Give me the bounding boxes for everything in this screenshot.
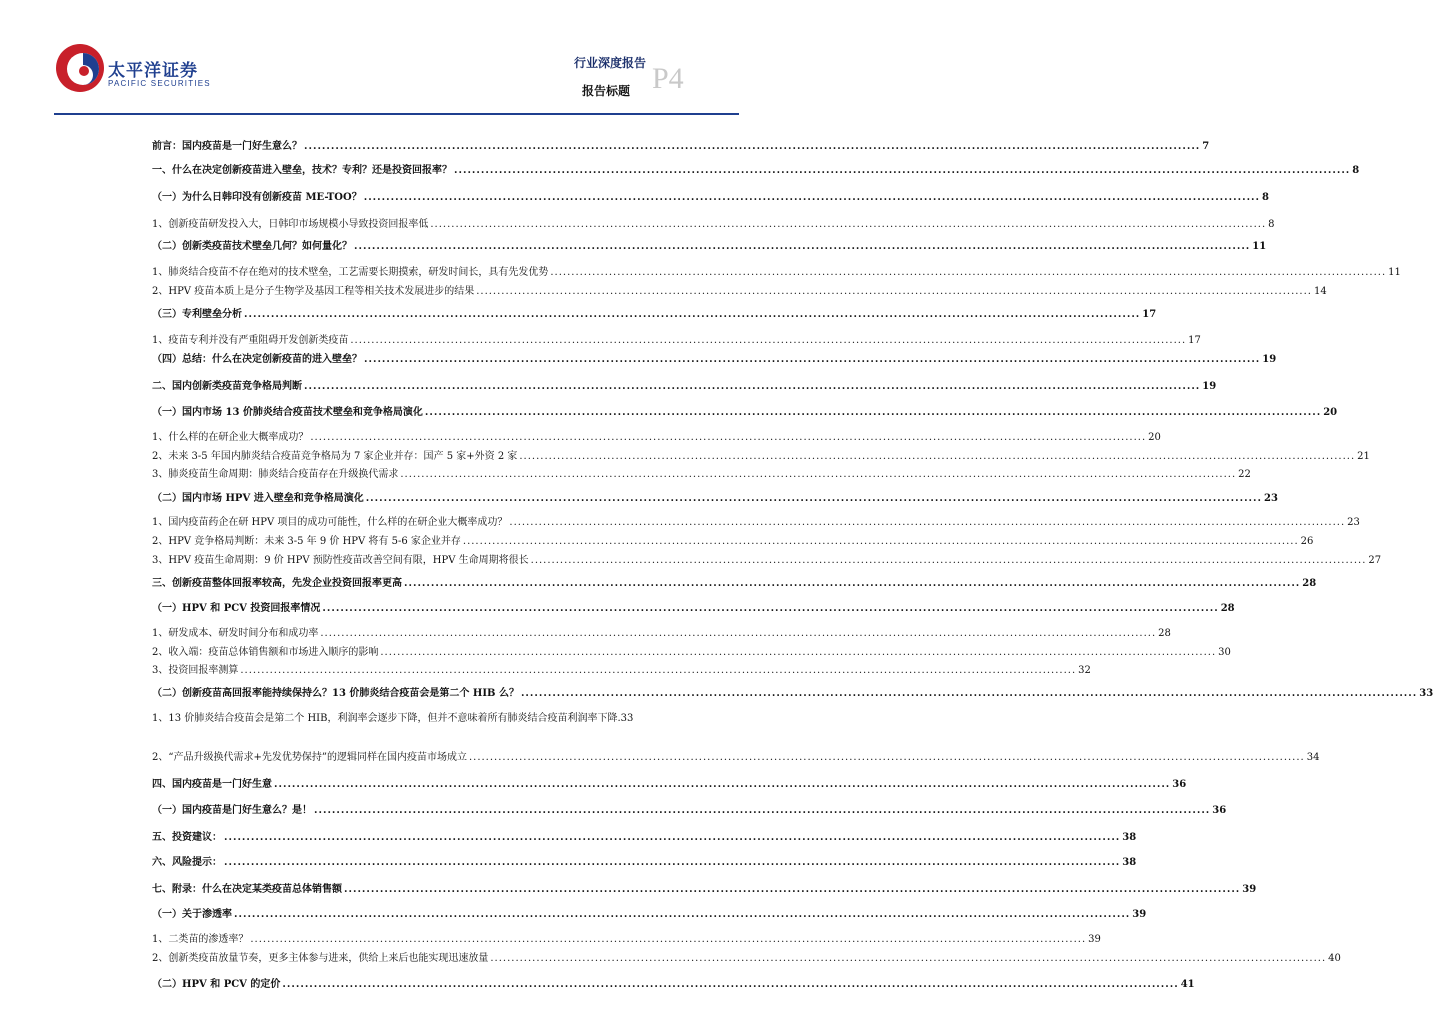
toc-entry-title: 1、肺炎结合疫苗不存在绝对的技术壁垒，工艺需要长期摸索，研发时间长，具有先发优势 bbox=[152, 267, 549, 278]
toc-leader-dots: ........................................................................................................................................................................................................ bbox=[400, 469, 1237, 480]
toc-page-number: 36 bbox=[1172, 779, 1187, 790]
company-name-en: PACIFIC SECURITIES bbox=[108, 79, 211, 88]
toc-entry[interactable] bbox=[152, 602, 1235, 616]
toc-page-number: 36 bbox=[1212, 805, 1227, 816]
toc-leader-dots: ........................................................................................................................................................................................................ bbox=[304, 381, 1201, 392]
toc-page-number: 20 bbox=[1148, 432, 1161, 443]
toc-leader-dots: ........................................................................................................................................................................................................ bbox=[234, 909, 1131, 920]
report-type: 行业深度报告 bbox=[574, 56, 647, 70]
toc-page-number: 8 bbox=[1262, 192, 1269, 203]
toc-page-number: 23 bbox=[1264, 493, 1278, 504]
toc-entry-title: 1、二类苗的渗透率？ bbox=[152, 934, 249, 945]
toc-entry[interactable] bbox=[152, 978, 1195, 992]
toc-page-number: 39 bbox=[1242, 884, 1257, 895]
toc-entry-title: 2、收入端：疫苗总体销售额和市场进入顺序的影响 bbox=[152, 647, 379, 658]
toc-entry[interactable] bbox=[152, 164, 1360, 178]
toc-entry[interactable] bbox=[152, 804, 1227, 818]
header-divider bbox=[54, 113, 739, 115]
toc-entry[interactable] bbox=[152, 535, 1314, 549]
toc-page-number: 33 bbox=[1419, 688, 1433, 699]
toc-leader-dots: ........................................................................................................................................................................................................ bbox=[550, 267, 1387, 278]
toc-page-number: 39 bbox=[1132, 909, 1147, 920]
toc-page-number: 38 bbox=[1122, 832, 1137, 843]
toc-page-number: 19 bbox=[1262, 354, 1277, 365]
toc-entry-title: 3、HPV 疫苗生命周期：9 价 HPV 预防性疫苗改善空间有限，HPV 生命周期将很长 bbox=[152, 555, 529, 566]
toc-entry-title: （一）国内疫苗是门好生意么？是！ bbox=[152, 805, 312, 816]
toc-entry[interactable] bbox=[152, 712, 708, 726]
toc-entry-title: （二）创新疫苗高回报率能持续保持么？13 价肺炎结合疫苗会是第二个 HIB 么？ bbox=[152, 688, 519, 699]
toc-leader-dots: ........................................................................................................................................................................................................ bbox=[240, 665, 1077, 676]
toc-entry-title: 1、研发成本、研发时间分布和成功率 bbox=[152, 628, 319, 639]
toc-page-number: 7 bbox=[1202, 141, 1210, 152]
toc-entry-title: （一）国内市场 13 价肺炎结合疫苗技术壁垒和竞争格局演化 bbox=[152, 407, 423, 418]
toc-entry[interactable] bbox=[152, 687, 1433, 701]
toc-leader-dots: ........................................................................................................................................................................................................ bbox=[424, 407, 1322, 418]
toc-entry-title: 五、投资建议： bbox=[152, 832, 222, 843]
toc-leader-dots: ........................................................................................................................................................................................................ bbox=[462, 536, 1299, 547]
toc-page-number: 11 bbox=[1388, 267, 1401, 278]
toc-entry-title: 七、附录：什么在决定某类疫苗总体销售额 bbox=[152, 884, 342, 895]
toc-entry-title: 2、未来 3-5 年国内肺炎结合疫苗竞争格局为 7 家企业并存：国产 5 家+外资 2 家 bbox=[152, 451, 518, 462]
toc-page-number: 28 bbox=[1302, 578, 1317, 589]
toc-entry-title: 2、HPV 竞争格局判断：未来 3-5 年 9 价 HPV 将有 5-6 家企业并存 bbox=[152, 536, 461, 547]
toc-entry[interactable] bbox=[152, 308, 1157, 322]
toc-entry[interactable] bbox=[152, 516, 1360, 530]
toc-entry-title: （二）HPV 和 PCV 的定价 bbox=[152, 979, 281, 990]
toc-page-number: 32 bbox=[1078, 665, 1091, 676]
page-header bbox=[0, 0, 791, 120]
toc-entry[interactable] bbox=[152, 240, 1267, 254]
toc-entry-title: 三、创新疫苗整体回报率较高，先发企业投资回报率更高 bbox=[152, 578, 402, 589]
toc-entry[interactable] bbox=[152, 952, 1341, 966]
toc-entry-title: （二）创新类疫苗技术壁垒几何？如何量化？ bbox=[152, 241, 352, 252]
toc-leader-dots: ........................................................................................................................................................................................................ bbox=[520, 688, 1418, 699]
toc-leader-dots: ........................................................................................................................................................................................................ bbox=[304, 141, 1201, 152]
toc-leader-dots: ........................................................................................................................................................................................................ bbox=[244, 309, 1141, 320]
toc-entry[interactable] bbox=[152, 831, 1137, 845]
toc-leader-dots: ........................................................................................................................................................................................................ bbox=[350, 335, 1187, 346]
toc-leader-dots: ........................................................................................................................................................................................................ bbox=[224, 857, 1121, 868]
toc-entry[interactable] bbox=[152, 266, 1401, 280]
toc-entry-title: 1、什么样的在研企业大概率成功？ bbox=[152, 432, 309, 443]
toc-entry[interactable] bbox=[152, 577, 1317, 591]
toc-entry-title: 3、肺炎疫苗生命周期：肺炎结合疫苗存在升级换代需求 bbox=[152, 469, 399, 480]
toc-entry[interactable] bbox=[152, 908, 1147, 922]
toc-entry-title: 1、13 价肺炎结合疫苗会是第二个 HIB，利润率会逐步下降，但并不意味着所有肺炎结合疫苗利润率下降. bbox=[152, 713, 621, 724]
toc-entry-title: 六、风险提示： bbox=[152, 857, 222, 868]
toc-leader-dots: ........................................................................................................................................................................................................ bbox=[310, 432, 1147, 443]
toc-entry-title: （一）关于渗透率 bbox=[152, 909, 232, 920]
toc-entry-title: 1、创新疫苗研发投入大，日韩印市场规模小导致投资回报率低 bbox=[152, 219, 429, 230]
toc-leader-dots: ........................................................................................................................................................................................................ bbox=[430, 219, 1267, 230]
toc-entry-title: （四）总结：什么在决定创新疫苗的进入壁垒？ bbox=[152, 354, 362, 365]
toc-leader-dots: ........................................................................................................................................................................................................ bbox=[314, 805, 1211, 816]
toc-entry-title: 2、HPV 疫苗本质上是分子生物学及基因工程等相关技术发展进步的结果 bbox=[152, 286, 475, 297]
toc-page-number: 21 bbox=[1357, 451, 1370, 462]
toc-entry-title: （三）专利壁垒分析 bbox=[152, 309, 242, 320]
toc-entry-title: 四、国内疫苗是一门好生意 bbox=[152, 779, 272, 790]
toc-entry[interactable] bbox=[152, 933, 1101, 947]
company-name-cn: 太平洋证券 bbox=[108, 61, 198, 81]
page-number: P4 bbox=[652, 62, 684, 95]
toc-entry[interactable] bbox=[152, 218, 1275, 232]
toc-entry-title: 二、国内创新类疫苗竞争格局判断 bbox=[152, 381, 302, 392]
toc-entry[interactable] bbox=[152, 431, 1161, 445]
toc-entry[interactable] bbox=[152, 450, 1370, 464]
toc-leader-dots: ........................................................................................................................................................................................................ bbox=[454, 165, 1351, 176]
toc-leader-dots: ........................................................................................................................................................................................................ bbox=[224, 832, 1121, 843]
toc-leader-dots: ........................................................................................................................................................................................................ bbox=[250, 934, 1087, 945]
toc-page-number: 28 bbox=[1220, 603, 1235, 614]
toc-entry-title: 2、创新类疫苗放量节奏，更多主体参与进来，供给上来后也能实现迅速放量 bbox=[152, 953, 489, 964]
toc-leader-dots: ........................................................................................................................................................................................................ bbox=[322, 603, 1219, 614]
toc-entry[interactable] bbox=[152, 646, 1231, 660]
toc-leader-dots: ........................................................................................................................................................................................................ bbox=[380, 647, 1217, 658]
toc-entry[interactable] bbox=[152, 140, 1210, 154]
toc-page-number: 17 bbox=[1188, 335, 1201, 346]
toc-entry[interactable] bbox=[152, 883, 1257, 897]
toc-page-number: 8 bbox=[1268, 219, 1275, 230]
toc-entry[interactable] bbox=[152, 856, 1137, 870]
toc-page-number: 34 bbox=[1306, 752, 1320, 763]
toc-leader-dots: ........................................................................................................................................................................................................ bbox=[530, 555, 1367, 566]
toc-entry-title: （一）为什么日韩印没有创新疫苗 ME-TOO？ bbox=[152, 192, 362, 203]
toc-page-number: 39 bbox=[1088, 934, 1101, 945]
toc-entry-title: 1、疫苗专利并没有严重阻碍开发创新类疫苗 bbox=[152, 335, 349, 346]
toc-page-number: 38 bbox=[1122, 857, 1137, 868]
toc-entry-title: 前言：国内疫苗是一门好生意么？ bbox=[152, 141, 302, 152]
toc-page-number: 11 bbox=[1252, 241, 1267, 252]
toc-entry[interactable] bbox=[152, 334, 1201, 348]
toc-entry[interactable] bbox=[152, 285, 1327, 299]
toc-entry[interactable] bbox=[152, 380, 1217, 394]
toc-leader-dots: ........................................................................................................................................................................................................ bbox=[274, 779, 1171, 790]
toc-entry[interactable] bbox=[152, 664, 1091, 678]
toc-entry[interactable] bbox=[152, 554, 1382, 568]
toc-leader-dots: ........................................................................................................................................................................................................ bbox=[468, 752, 1305, 763]
toc-entry[interactable] bbox=[152, 353, 1277, 367]
toc-entry[interactable] bbox=[152, 778, 1187, 792]
toc-entry[interactable] bbox=[152, 191, 1269, 205]
toc-leader-dots: ........................................................................................................................................................................................................ bbox=[509, 517, 1346, 528]
toc-leader-dots: ........................................................................................................................................................................................................ bbox=[282, 979, 1179, 990]
toc-entry-title: 1、国内疫苗药企在研 HPV 项目的成功可能性，什么样的在研企业大概率成功？ bbox=[152, 517, 508, 528]
toc-entry-title: （一）HPV 和 PCV 投资回报率情况 bbox=[152, 603, 321, 614]
toc-entry[interactable] bbox=[152, 751, 1320, 765]
toc-page-number: 17 bbox=[1142, 309, 1157, 320]
toc-leader-dots: ........................................................................................................................................................................................................ bbox=[354, 241, 1251, 252]
toc-entry-title: （二）国内市场 HPV 进入壁垒和竞争格局演化 bbox=[152, 493, 364, 504]
toc-leader-dots: ........................................................................................................................................................................................................ bbox=[476, 286, 1312, 297]
toc-entry-title: 一、什么在决定创新疫苗进入壁垒，技术？专利？还是投资回报率？ bbox=[152, 165, 452, 176]
toc-page-number: 30 bbox=[1218, 647, 1231, 658]
pacific-securities-logo-icon bbox=[54, 42, 106, 94]
toc-leader-dots: ........................................................................................................................................................................................................ bbox=[320, 628, 1157, 639]
toc-page-number: 33 bbox=[620, 713, 634, 724]
toc-entry[interactable] bbox=[152, 468, 1251, 482]
toc-entry-title: 2、“产品升级换代需求+先发优势保持”的逻辑同样在国内疫苗市场成立 bbox=[152, 752, 467, 763]
toc-page-number: 40 bbox=[1328, 953, 1341, 964]
toc-entry[interactable] bbox=[152, 492, 1278, 506]
toc-leader-dots: ........................................................................................................................................................................................................ bbox=[490, 953, 1327, 964]
toc-leader-dots: ........................................................................................................................................................................................................ bbox=[363, 192, 1261, 203]
toc-page-number: 28 bbox=[1158, 628, 1171, 639]
toc-leader-dots: ........................................................................................................................................................................................................ bbox=[344, 884, 1241, 895]
toc-page-number: 8 bbox=[1352, 165, 1360, 176]
toc-page-number: 19 bbox=[1202, 381, 1217, 392]
toc-page-number: 14 bbox=[1313, 286, 1327, 297]
toc-leader-dots: ........................................................................................................................................................................................................ bbox=[519, 451, 1356, 462]
toc-entry[interactable] bbox=[152, 627, 1171, 641]
toc-page-number: 27 bbox=[1368, 555, 1382, 566]
toc-page-number: 23 bbox=[1347, 517, 1360, 528]
toc-page-number: 20 bbox=[1323, 407, 1338, 418]
toc-page-number: 26 bbox=[1300, 536, 1314, 547]
toc-entry[interactable] bbox=[152, 406, 1338, 420]
toc-leader-dots: ........................................................................................................................................................................................................ bbox=[404, 578, 1301, 589]
toc-leader-dots: ........................................................................................................................................................................................................ bbox=[364, 354, 1261, 365]
toc-leader-dots: ........................................................................................................................................................................................................ bbox=[365, 493, 1262, 504]
report-title: 报告标题 bbox=[582, 84, 631, 98]
toc-entry-title: 3、投资回报率测算 bbox=[152, 665, 239, 676]
toc-page-number: 41 bbox=[1180, 979, 1195, 990]
toc-page-number: 22 bbox=[1238, 469, 1251, 480]
